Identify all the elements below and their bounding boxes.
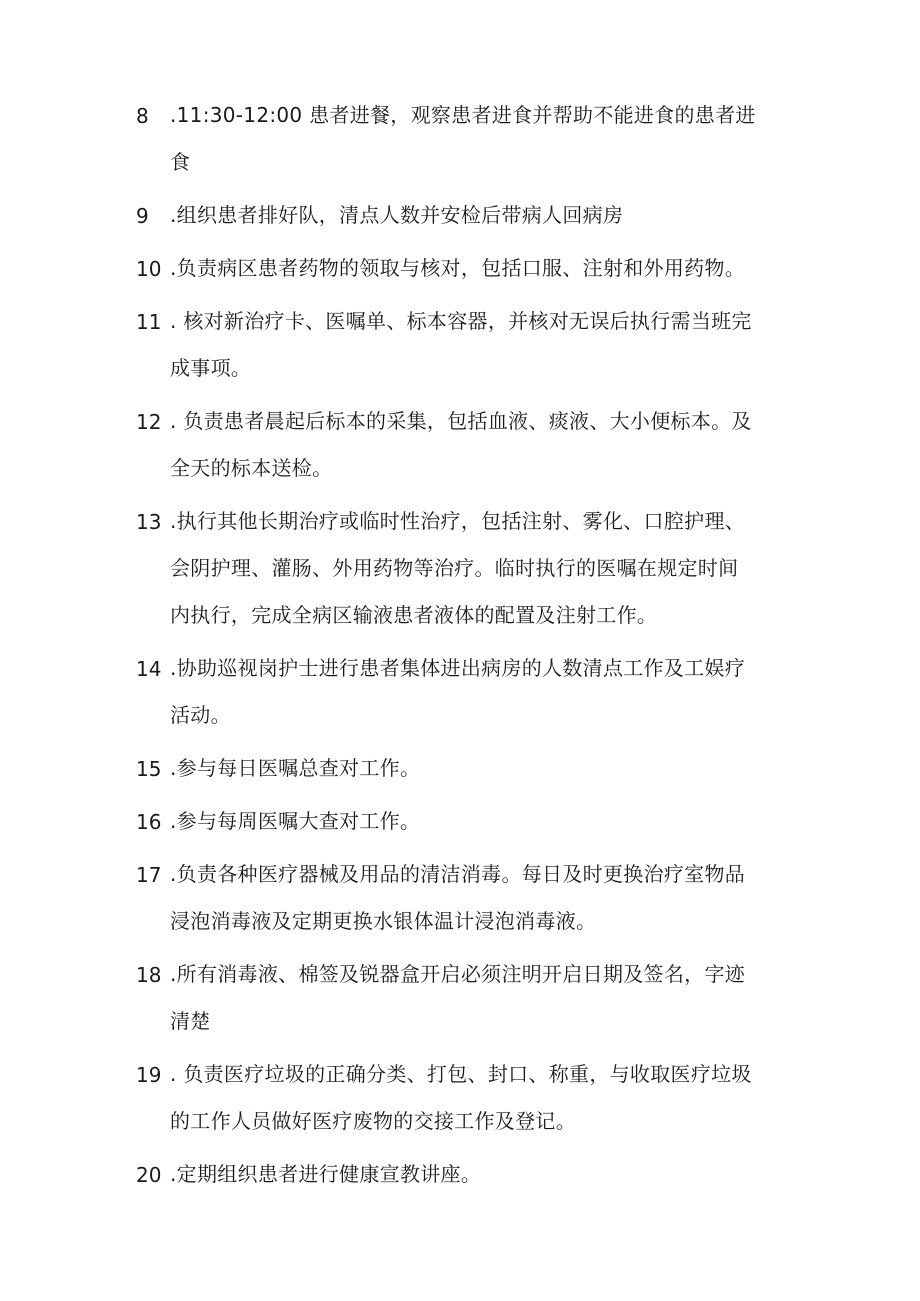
item-number: 16 [136, 810, 162, 834]
list-item [136, 403, 816, 492]
duty-list [136, 97, 816, 1209]
item-number: 11 [136, 310, 162, 334]
list-item [136, 650, 816, 739]
list-item [136, 1056, 816, 1145]
item-text-line: .组织患者排好队，清点人数并安检后带病人回病房 [170, 203, 624, 227]
item-number: 20 [136, 1163, 162, 1187]
item-text-line: 内执行，完成全病区输液患者液体的配置及注射工作。 [170, 603, 658, 627]
item-text-line: .所有消毒液、棉签及锐器盒开启必须注明开启日期及签名，字迹 [170, 962, 746, 986]
item-number: 10 [136, 257, 162, 281]
item-number: 13 [136, 510, 162, 534]
item-number: 14 [136, 657, 162, 681]
item-text-line: 会阴护理、灌肠、外用药物等治疗。临时执行的医嘱在规定时间 [170, 556, 739, 580]
item-text-line: .负责各种医疗器械及用品的清洁消毒。每日及时更换治疗室物品 [170, 862, 746, 886]
item-number: 18 [136, 963, 162, 987]
item-text [170, 1051, 800, 1145]
item-text [170, 92, 800, 186]
item-text-line: 成事项。 [170, 356, 252, 380]
item-text-line: .定期组织患者进行健康宣教讲座。 [170, 1162, 482, 1186]
item-text [170, 798, 800, 845]
item-text-line: .参与每日医嘱总查对工作。 [170, 756, 421, 780]
item-text-line: . 核对新治疗卡、医嘱单、标本容器，并核对无误后执行需当班完 [170, 309, 752, 333]
item-text-line: .11:30-12:00 患者进餐，观察患者进食并帮助不能进食的患者进 [170, 103, 756, 127]
item-text [170, 298, 800, 392]
item-text [170, 745, 800, 792]
item-text-line: 活动。 [170, 703, 231, 727]
item-text-line: 食 [170, 150, 191, 174]
list-item [136, 956, 816, 1045]
item-text-line: 清楚 [170, 1009, 211, 1033]
item-number: 12 [136, 410, 162, 434]
item-text-line: .参与每周医嘱大查对工作。 [170, 809, 421, 833]
item-text-line: 全天的标本送检。 [170, 456, 333, 480]
item-text [170, 498, 800, 639]
item-text [170, 245, 800, 292]
list-item [136, 250, 816, 292]
item-text-line: 浸泡消毒液及定期更换水银体温计浸泡消毒液。 [170, 909, 597, 933]
item-number: 8 [136, 104, 149, 128]
item-text [170, 398, 800, 492]
item-number: 15 [136, 757, 162, 781]
list-item [136, 303, 816, 392]
list-item [136, 97, 816, 186]
item-text [170, 645, 800, 739]
item-text-line: . 负责患者晨起后标本的采集，包括血液、痰液、大小便标本。及 [170, 409, 752, 433]
item-text-line: .协助巡视岗护士进行患者集体进出病房的人数清点工作及工娱疗 [170, 656, 746, 680]
item-text-line: .执行其他长期治疗或临时性治疗，包括注射、雾化、口腔护理、 [170, 509, 746, 533]
list-item [136, 750, 816, 792]
item-text [170, 951, 800, 1045]
list-item [136, 803, 816, 845]
item-number: 17 [136, 863, 162, 887]
item-text-line: .负责病区患者药物的领取与核对，包括口服、注射和外用药物。 [170, 256, 746, 280]
item-text [170, 1151, 800, 1198]
item-number: 19 [136, 1063, 162, 1087]
item-text [170, 851, 800, 945]
item-text-line: 的工作人员做好医疗废物的交接工作及登记。 [170, 1109, 576, 1133]
list-item [136, 503, 816, 639]
item-text [170, 192, 800, 239]
item-number: 9 [136, 204, 149, 228]
list-item [136, 1156, 816, 1198]
list-item [136, 856, 816, 945]
item-text-line: . 负责医疗垃圾的正确分类、打包、封口、称重，与收取医疗垃圾 [170, 1062, 752, 1086]
list-item [136, 197, 816, 239]
